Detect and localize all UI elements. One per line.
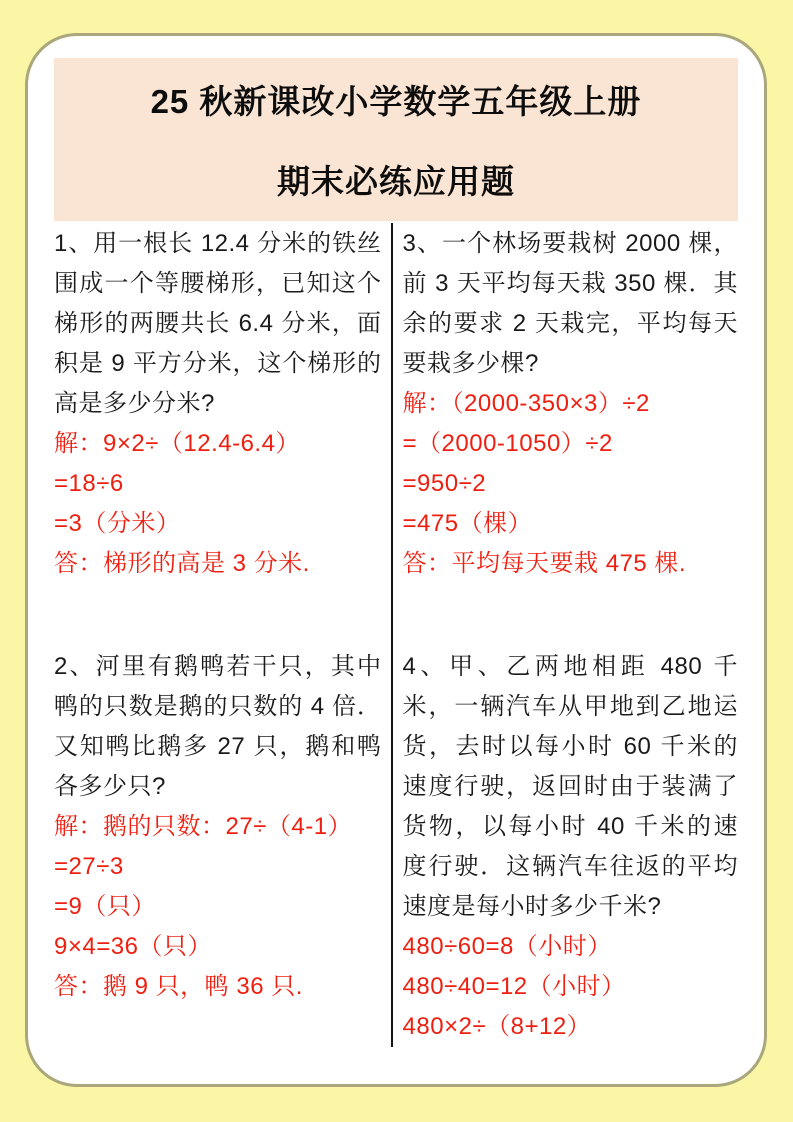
problem-4-solution-line: 480×2÷（8+12） [402,1013,592,1040]
problem-2-solution-line: 9×4=36（只） [54,933,212,960]
problem-2-question: 2、河里有鹅鸭若干只，其中鸭的只数是鹅的只数的 4 倍．又知鸭比鹅多 27 只，鹅和鸭各多少只? [54,653,382,800]
problem-2-solution-line: =9（只） [54,893,156,920]
problem-1-solution-line: 解：9×2÷（12.4-6.4） [54,430,300,457]
problem-4-solution-line: 480÷40=12（小时） [402,973,626,1000]
problem-1 [54,224,382,584]
problem-3-solution-line: =475（棵） [402,510,533,537]
problem-4-solution-line: 480÷60=8（小时） [402,933,612,960]
problem-1-answer-line: 答：梯形的高是 3 分米. [54,550,310,577]
problem-2-solution-line: 解：鹅的只数：27÷（4-1） [54,813,353,840]
problem-2 [54,647,382,1007]
problem-3-solution-line: 解：（2000-350×3）÷2 [402,390,650,417]
problem-3 [403,224,738,584]
problem-columns [54,223,738,1047]
problem-2-solution-line: =27÷3 [54,853,124,880]
problem-4 [403,647,738,1047]
problem-1-question: 1、用一根长 12.4 分米的铁丝围成一个等腰梯形，已知这个梯形的两腰共长 6.4 分米，面积是 9 平方分米，这个梯形的高是多少分米? [54,230,382,417]
worksheet-title-line-1: 25 秋新课改小学数学五年级上册 [150,83,642,120]
left-column [54,223,382,1047]
problem-3-answer-line: 答：平均每天要栽 475 棵. [402,550,687,577]
worksheet-card [25,33,767,1087]
problem-3-question: 3、一个林场要栽树 2000 棵，前 3 天平均每天栽 350 棵．其余的要求 2 天栽完，平均每天要栽多少棵? [402,230,738,377]
column-divider [391,223,393,1047]
worksheet-title-line-2: 期末必练应用题 [277,163,515,200]
problem-1-solution-line: =18÷6 [54,470,124,497]
problem-2-answer-line: 答：鹅 9 只，鸭 36 只. [54,973,303,1000]
problem-4-question: 4、甲、乙两地相距 480 千米，一辆汽车从甲地到乙地运货，去时以每小时 60 千米的速度行驶，返回时由于装满了货物，以每小时 40 千米的速度行驶．这辆汽车往返的平均速度是每小时多少千米? [402,653,738,920]
problem-3-solution-line: =（2000-1050）÷2 [402,430,613,457]
problem-1-solution-line: =3（分米） [54,510,181,537]
problem-3-solution-line: =950÷2 [402,470,487,497]
right-column [403,223,738,1047]
title-banner [54,58,738,221]
